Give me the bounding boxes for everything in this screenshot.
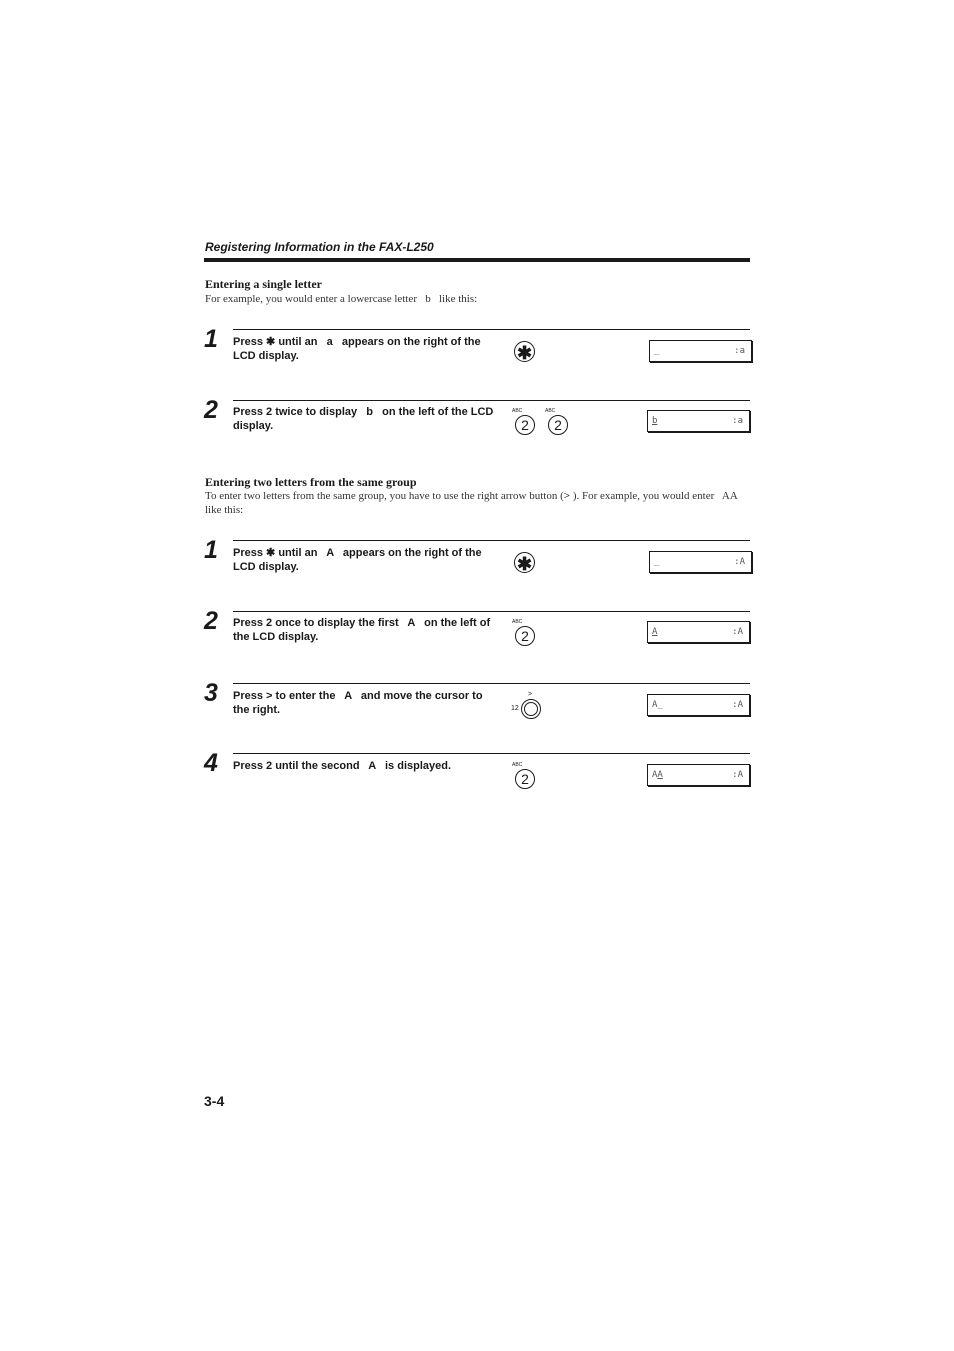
key-label: ABC xyxy=(512,619,523,625)
step-rule xyxy=(233,400,750,401)
lcd-display: AA :A xyxy=(647,764,750,786)
step-instruction: Press > to enter the A and move the cursor to the right. xyxy=(233,690,486,716)
lcd-display: _ :a xyxy=(649,340,752,362)
step-instruction: Press 2 once to display the first A on the left of the LCD display. xyxy=(233,617,494,643)
step-rule xyxy=(233,329,750,330)
step-rule xyxy=(233,683,750,684)
key-label: ABC xyxy=(512,408,523,414)
right-arrow-icon: > xyxy=(266,690,273,702)
key-label: ABC xyxy=(512,762,523,768)
step-number: 4 xyxy=(204,749,218,777)
key-label: ABC xyxy=(545,408,556,414)
number-2-key-icon: 2 xyxy=(515,626,535,646)
section-title-single-letter: Entering a single letter xyxy=(205,277,322,291)
step-number: 2 xyxy=(204,396,218,424)
header-rule xyxy=(204,258,750,262)
section-intro-same-group: To enter two letters from the same group, you have to use the right arrow button (> ). For example, you would enter AA like this: xyxy=(205,490,746,516)
step-instruction: Press 2 until the second A is displayed. xyxy=(233,760,452,772)
step-number: 2 xyxy=(204,607,218,635)
right-arrow-icon: > xyxy=(528,691,533,698)
right-arrow-icon: > xyxy=(563,490,571,502)
step-instruction: Press ✱ until an a appears on the right of the LCD display. xyxy=(233,336,484,362)
step-instruction: Press ✱ until an A appears on the right of the LCD display. xyxy=(233,547,485,573)
lcd-display: _ :A xyxy=(649,551,752,573)
step-rule xyxy=(233,753,750,754)
lcd-display: A_ :A xyxy=(647,694,750,716)
number-2-key-icon: 2 xyxy=(548,415,568,435)
right-arrow-key-icon xyxy=(521,699,541,719)
key-label: 12 xyxy=(511,705,519,712)
asterisk-key-icon: ✱ xyxy=(514,341,535,362)
running-header: Registering Information in the FAX-L250 xyxy=(205,240,434,254)
step-number: 1 xyxy=(204,536,218,564)
asterisk-icon: ✱ xyxy=(266,547,276,559)
step-rule xyxy=(233,611,750,612)
number-2-key-icon: 2 xyxy=(515,415,535,435)
step-number: 3 xyxy=(204,679,218,707)
lcd-display: b :a xyxy=(647,410,750,432)
section-intro-single-letter: For example, you would enter a lowercase letter b like this: xyxy=(205,293,478,305)
lcd-display: A :A xyxy=(647,621,750,643)
step-rule xyxy=(233,540,750,541)
asterisk-icon: ✱ xyxy=(266,336,276,348)
page-number: 3-4 xyxy=(204,1093,225,1109)
section-title-same-group: Entering two letters from the same group xyxy=(205,475,417,489)
number-2-key-icon: 2 xyxy=(515,769,535,789)
step-number: 1 xyxy=(204,325,218,353)
step-instruction: Press 2 twice to display b on the left of the LCD display. xyxy=(233,406,497,432)
asterisk-key-icon: ✱ xyxy=(514,552,535,573)
